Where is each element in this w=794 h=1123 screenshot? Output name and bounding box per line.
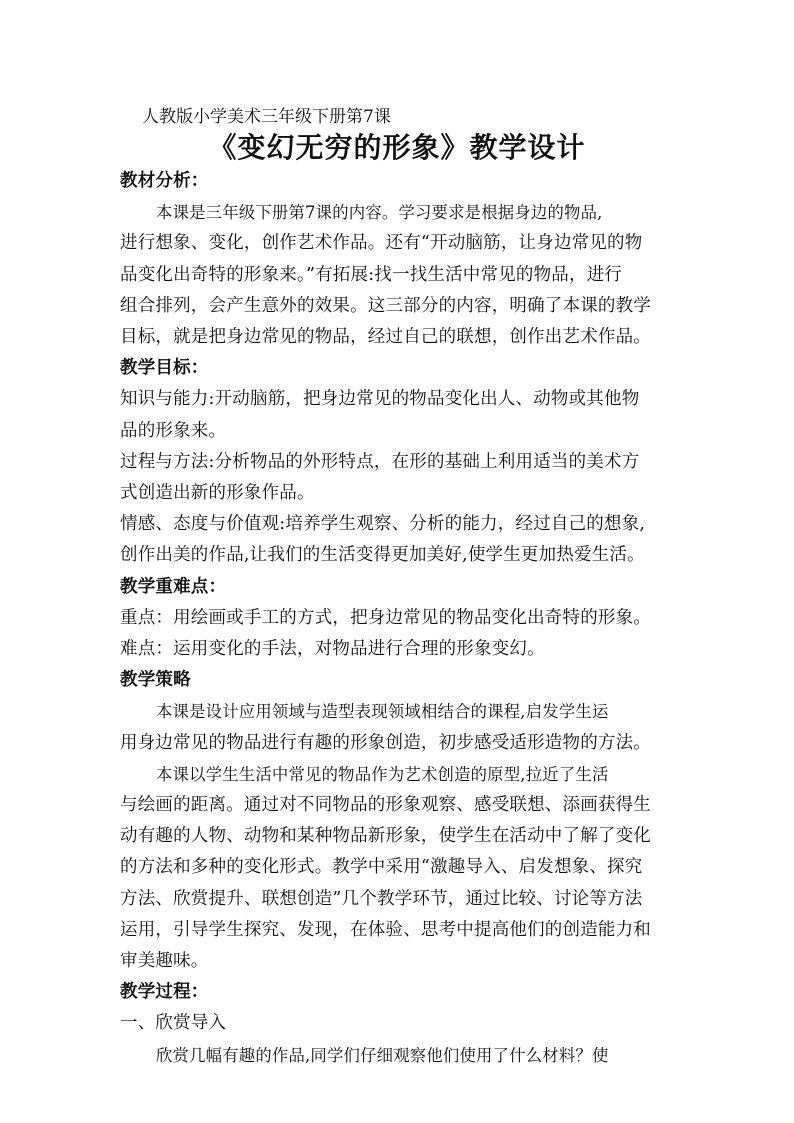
paragraph-line: 创作出美的作品,让我们的生活变得更加美好,使学生更加热爱生活。	[120, 545, 645, 566]
paragraph-line: 组合排列，会产生意外的效果。这三部分的内容，明确了本课的教学	[120, 295, 651, 316]
paragraph-line: 动有趣的人物、动物和某种物品新形象，使学生在活动中了解了变化	[120, 826, 651, 847]
section-heading: 教学目标：	[120, 358, 209, 379]
paragraph-line: 审美趣味。	[120, 951, 209, 971]
paragraph-line: 式创造出新的形象作品。	[120, 483, 315, 503]
document-subtitle: 人教版小学美术三年级下册第7课	[142, 107, 391, 127]
paragraph-line: 难点：运用变化的手法，对物品进行合理的形象变幻。	[120, 639, 545, 659]
paragraph-line: 品的形象来。	[120, 420, 227, 441]
paragraph-line: 进行想象、变化，创作艺术作品。还有“开动脑筋，让身边常见的物	[120, 233, 643, 254]
paragraph-line: 目标，就是把身边常见的物品，经过自己的联想，创作出艺术作品。	[120, 327, 651, 347]
section-heading: 教学策略	[120, 670, 191, 691]
paragraph-line: 欣赏几幅有趣的作品,同学们仔细观察他们使用了什么材料？使	[156, 1045, 609, 1065]
paragraph-line: 本课是三年级下册第7课的内容。学习要求是根据身边的物品,	[156, 203, 603, 223]
paragraph-line: 本课是设计应用领域与造型表现领域相结合的课程,启发学生运	[156, 702, 609, 722]
paragraph-line: 一、欣赏导入	[120, 1013, 227, 1034]
paragraph-line: 品变化出奇特的形象来。”有拓展:找一找生活中常见的物品，进行	[120, 264, 623, 285]
paragraph-line: 重点：用绘画或手工的方式，把身边常见的物品变化出奇特的形象。	[120, 607, 651, 628]
paragraph-line: 用身边常见的物品进行有趣的形象创造，初步感受适形造物的方法。	[120, 732, 651, 753]
paragraph-line: 本课以学生生活中常见的物品作为艺术创造的原型,拉近了生活	[156, 764, 609, 784]
section-heading: 教材分析：	[120, 171, 209, 191]
paragraph-line: 运用，引导学生探究、发现，在体验、思考中提高他们的创造能力和	[120, 919, 651, 940]
paragraph-line: 方法、欣赏提升、联想创造”几个教学环节，通过比较、讨论等方法	[120, 888, 643, 909]
paragraph-line: 知识与能力:开动脑筋，把身边常见的物品变化出人、动物或其他物	[120, 389, 640, 410]
section-heading: 教学重难点：	[120, 576, 227, 597]
paragraph-line: 与绘画的距离。通过对不同物品的形象观察、感受联想、添画获得生	[120, 795, 651, 815]
document-title: 《变幻无穷的形象》教学设计	[208, 131, 586, 164]
paragraph-line: 过程与方法:分析物品的外形特点，在形的基础上利用适当的美术方	[120, 451, 640, 472]
section-heading: 教学过程：	[120, 982, 209, 1003]
paragraph-line: 情感、态度与价值观:培养学生观察、分析的能力，经过自己的想象,	[120, 514, 646, 535]
paragraph-line: 的方法和多种的变化形式。教学中采用“激趣导入、启发想象、探究	[120, 857, 643, 878]
